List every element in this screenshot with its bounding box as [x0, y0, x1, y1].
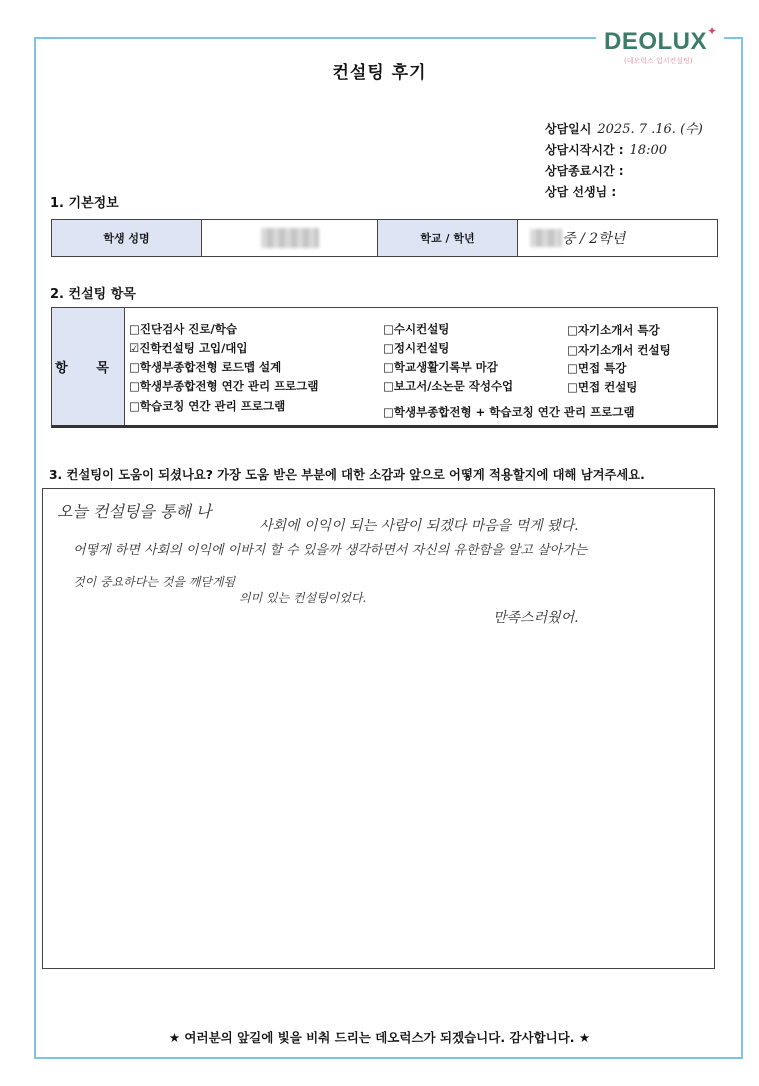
consult-start-label: 상담시작시간 : [545, 143, 624, 157]
consult-start-value: 18:00 [629, 143, 667, 158]
option-record: □학교생활기록부 마감 [383, 360, 498, 374]
consult-start-row [545, 140, 703, 161]
section-basic-info-heading: 1. 기본정보 [50, 196, 119, 211]
consult-date-value: 2025. 7 .16. (수) [597, 122, 703, 137]
items-row-header: 항 목 [52, 308, 125, 425]
consult-end-label: 상담종료시간 : [545, 164, 624, 178]
logo-tagline: (데오럭스 입시컨설팅) [624, 57, 693, 65]
answer-line-4: 것이 중요하다는 것을 깨닫게됨 [73, 575, 236, 589]
basic-info-table [51, 219, 718, 257]
consult-teacher-row [545, 182, 703, 203]
option-annual-program: □학생부종합전형 연간 관리 프로그램 [129, 379, 319, 393]
option-essay-consult: □자기소개서 컨설팅 [567, 343, 671, 357]
consult-end-row [545, 161, 703, 182]
option-coaching: □학습코칭 연간 관리 프로그램 [129, 399, 286, 413]
option-interview-consult: □면접 컨설팅 [567, 380, 638, 394]
feedback-answer-box [42, 488, 715, 969]
school-grade-label: 학교 / 학년 [378, 220, 518, 256]
option-susi: □수시컨설팅 [383, 322, 450, 336]
option-interview-lecture: □면접 특강 [567, 361, 627, 375]
option-diagnostic: □진단검사 진로/학습 [129, 322, 237, 336]
items-options [125, 308, 717, 425]
redacted-school [530, 229, 562, 247]
sparkle-icon: ✦ [707, 24, 718, 38]
school-grade-value [518, 220, 717, 256]
page-title: 컨설팅 후기 [332, 63, 427, 83]
logo-wordmark: DEOLUX [604, 28, 708, 55]
answer-line-6: 만족스러웠어. [493, 610, 579, 626]
page-footer: ★ 여러분의 앞길에 빛을 비춰 드리는 데오럭스가 되겠습니다. 감사합니다. ★ [168, 1030, 591, 1045]
consult-date-label: 상담일시 [545, 122, 592, 136]
answer-line-3: 어떻게 하면 사회의 이익에 이바지 할 수 있을까 생각하면서 자신의 유한함을 알고 살아가는 [73, 543, 588, 558]
option-combo: □학생부종합전형 + 학습코칭 연간 관리 프로그램 [383, 405, 635, 419]
section-items-heading: 2. 컨설팅 항목 [50, 287, 136, 302]
student-name-value [202, 220, 378, 256]
feedback-question: 3. 컨설팅이 도움이 되셨나요? 가장 도움 받은 부분에 대한 소감과 앞으로 어떻게 적용할지에 대해 남겨주세요. [49, 468, 645, 482]
consult-items-table [51, 307, 718, 428]
consult-date-row [545, 119, 703, 140]
consult-teacher-label: 상담 선생님 : [545, 185, 617, 199]
option-roadmap: □학생부종합전형 로드맵 설계 [129, 360, 282, 374]
option-admission: ☑진학컨설팅 고입/대입 [129, 341, 248, 355]
redacted-name [261, 228, 319, 248]
school-grade-text: 중 / 2학년 [562, 231, 626, 247]
answer-line-1: 오늘 컨설팅을 통해 나 [57, 502, 212, 521]
consult-meta [545, 119, 703, 203]
student-name-label: 학생 성명 [52, 220, 202, 256]
answer-line-5: 의미 있는 컨설팅이었다. [239, 591, 367, 605]
option-jeongsi: □정시컨설팅 [383, 341, 450, 355]
option-report: □보고서/소논문 작성수업 [383, 379, 514, 393]
option-essay-lecture: □자기소개서 특강 [567, 323, 660, 337]
answer-line-2: 사회에 이익이 되는 사람이 되겠다 마음을 먹게 됐다. [259, 518, 579, 534]
